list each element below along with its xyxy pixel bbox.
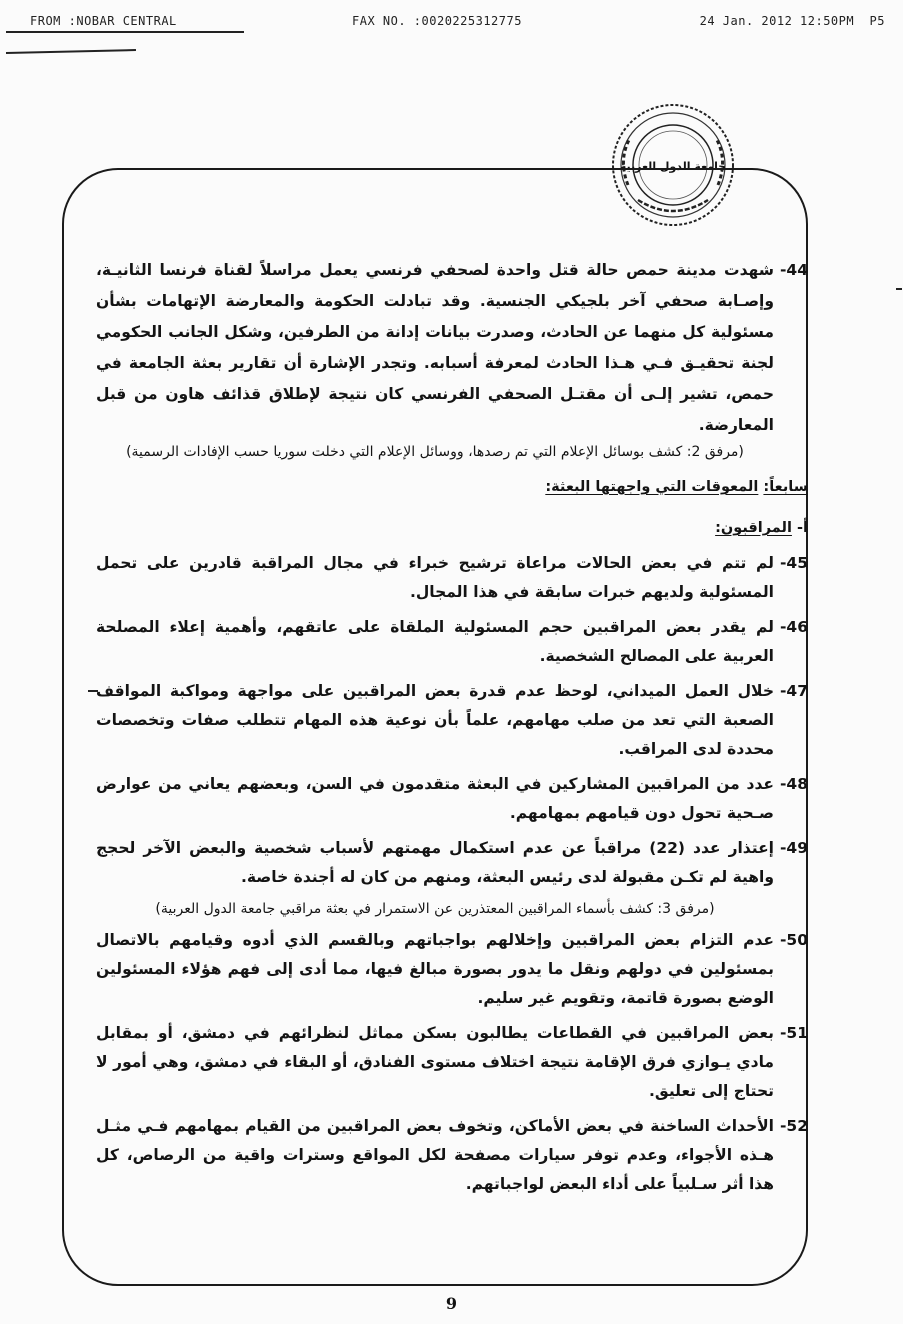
paragraph-text: بعض المراقبين في القطاعات يطالبون بسكن مماثل لنظرائهم في دمشق، أو بمقابل مادي يـوازي فرق الإقامة نتيجة اختلاف مستوى الفنادق، أو البقاء في دمشق، وهي أمور لا تحتاج إلى تعليق. [96, 1024, 774, 1100]
paragraph-48 [96, 770, 808, 828]
subsection-title: المراقبون: [715, 520, 792, 536]
paragraph-number: 52- [779, 1117, 808, 1135]
fax-rule-lower [6, 49, 136, 54]
paragraph-44 [96, 255, 808, 441]
paragraph-50 [96, 926, 808, 1013]
paragraph-number: 50- [779, 931, 808, 949]
paragraph-number: 48- [779, 775, 808, 793]
paragraph-51 [96, 1019, 808, 1106]
paragraph-number: 49- [779, 839, 808, 857]
paragraph-number: 47- [779, 682, 808, 700]
paragraph-text: عدد من المراقبين المشاركين في البعثة متقدمون في السن، وبعضهم يعاني من عوارض صـحية تحول دون قيامهم بمهامهم. [96, 775, 774, 822]
fax-number: FAX NO. :0020225312775 [352, 14, 522, 28]
emblem-text: جامعة الدول العربية [619, 160, 727, 173]
paragraph-number: 46- [779, 618, 808, 636]
fax-from: FROM :NOBAR CENTRAL [30, 14, 177, 28]
paragraph-45 [96, 549, 808, 607]
paragraph-number: 45- [779, 554, 808, 572]
report-body [96, 255, 808, 1199]
paragraph-text: لم يقدر بعض المراقبين حجم المسئولية الملقاة على عاتقهم، وأهمية إعلاء المصلحة العربية على المصالح الشخصية. [96, 618, 774, 665]
paragraph-number: 51- [779, 1024, 808, 1042]
section-prefix: سابعاً: [763, 479, 808, 495]
paragraph-text: الأحداث الساخنة في بعض الأماكن، وتخوف بعض المراقبين من القيام بمهامهم فـي مثـل هـذه الأجواء، وعدم توفر سيارات مصفحة لكل المواقع وسترات واقية من الرصاص، كل هذا أثر سـلبياً على أداء البعض لواجباتهم. [96, 1117, 774, 1193]
paragraph-49 [96, 834, 808, 892]
paragraph-text: عدم التزام بعض المراقبين وإخلالهم بواجباتهم وبالقسم الذي أدوه وقيامهم بالاتصال بمسئولين في دولهم ونقل ما يدور بصورة مبالغ فيها، مما أدى إلى فهم هؤلاء المسئولين الوضع بصورة قاتمة، وتقويم غير سليم. [96, 931, 774, 1007]
paragraph-text: لم تتم في بعض الحالات مراعاة ترشيح خبراء في مجال المراقبة قادرين على تحمل المسئولية ولديهم خبرات سابقة في هذا المجال. [96, 554, 774, 601]
paragraph-46 [96, 613, 808, 671]
fax-page: P5 [869, 14, 885, 28]
fax-date-page [700, 14, 885, 28]
section-heading [96, 473, 808, 502]
section-title: المعوقات التي واجهتها البعثة: [545, 479, 759, 495]
paragraph-text: إعتذار عدد (22) مراقباً عن عدم استكمال مهمتهم لأسباب شخصية والبعض الآخر لحجج واهية لم تكـن مقبولة لدى رئيس البعثة، ومنهم من كان له أجندة خاصة. [96, 839, 774, 886]
fax-date: 24 Jan. 2012 12:50PM [699, 14, 855, 28]
attachment-3-note: (مرفق 3: كشف بأسماء المراقبين المعتذرين عن الاستمرار في بعثة مراقبي جامعة الدول العربية) [155, 901, 715, 917]
page-number: 9 [445, 1294, 458, 1313]
paragraph-47 [96, 677, 808, 764]
subsection-letter: أ- [797, 520, 808, 536]
fax-rule [6, 31, 244, 33]
paragraph-text: شهدت مدينة حمص حالة قتل واحدة لصحفي فرنسي يعمل مراسلاً لقناة فرنسا الثانيـة، وإصـابة صحفي آخر بلجيكي الجنسية. وقد تبادلت الحكومة والمعارضة الإتهامات بشأن مسئولية كل منهما عن الحادث، وصدرت بيانات إدانة من الطرفين، وشكل الجانب الحكومي لجنة تحقيـق فـي هـذا الحادث لمعرفة أسبابه. وتجدر الإشارة أن تقارير بعثة الجامعة في حمص، تشير إلـى أن مقتـل الصحفي الفرنسي كان نتيجة لإطلاق قذائف هاون من قبل المعارضة. [96, 261, 774, 434]
paragraph-52 [96, 1112, 808, 1199]
margin-mark [896, 288, 902, 290]
attachment-2-note: (مرفق 2: كشف بوسائل الإعلام التي تم رصدها، ووسائل الإعلام التي دخلت سوريا حسب الإفادات الرسمية) [126, 444, 744, 460]
paragraph-text: خلال العمل الميداني، لوحظ عدم قدرة بعض المراقبين على مواجهة ومواكبة المواقف الصعبة التي تعد من صلب مهامهم، علماً بأن نوعية هذه المهام تتطلب صفات وتخصصات محددة لدى المراقب. [96, 682, 774, 758]
subsection-heading [96, 514, 808, 543]
paragraph-number: 44- [779, 261, 808, 279]
